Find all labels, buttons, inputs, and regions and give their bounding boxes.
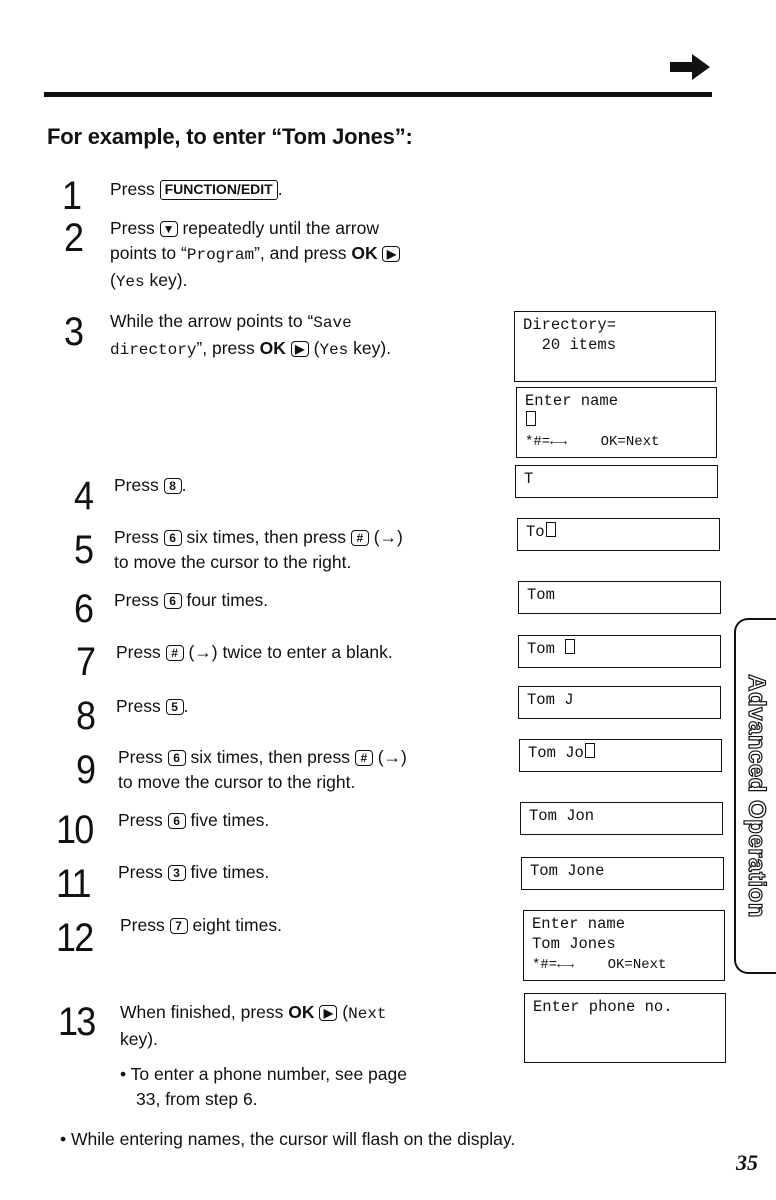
- section-heading: For example, to enter “Tom Jones”:: [47, 124, 413, 149]
- step-number: 4: [74, 474, 93, 518]
- step-4-text: Press 8 .: [114, 475, 187, 495]
- step-11-text: Press 3 five times.: [118, 862, 270, 882]
- step-7-text: Press # (→) twice to enter a blank.: [116, 642, 393, 662]
- step-number: 12: [56, 916, 93, 960]
- key-5-icon: 5: [166, 699, 184, 715]
- step-12-text: Press 7 eight times.: [120, 915, 282, 935]
- step-10-text: Press 6 five times.: [118, 810, 270, 830]
- key-hash-icon: #: [351, 530, 369, 546]
- step-3-text: While the arrow points to “Save directory”, press OK ▶ (Yes key).: [110, 311, 392, 359]
- function-edit-key: FUNCTION/EDIT: [160, 180, 278, 200]
- step-number: 1: [62, 174, 81, 218]
- cursor-icon: [585, 743, 595, 758]
- page-number: 35: [736, 1150, 758, 1175]
- step-number: 2: [64, 216, 83, 260]
- display-step-4: T: [515, 465, 718, 498]
- down-key-icon: ▼: [160, 221, 178, 237]
- key-hash-icon: #: [166, 645, 184, 661]
- display-step-8: Tom J: [518, 686, 721, 719]
- cursor-flash-note: • While entering names, the cursor will flash on the display.: [60, 1129, 516, 1149]
- display-enter-phone: Enter phone no.: [524, 993, 726, 1063]
- key-3-icon: 3: [168, 865, 186, 881]
- step-8-text: Press 5 .: [116, 696, 189, 716]
- play-key-icon: ▶: [291, 341, 309, 357]
- step-6-text: Press 6 four times.: [114, 590, 269, 610]
- step-number: 9: [76, 748, 95, 792]
- step-number: 3: [64, 310, 83, 354]
- key-8-icon: 8: [164, 478, 182, 494]
- side-tab-label: Advanced Operation: [743, 674, 770, 918]
- step-number: 6: [74, 587, 93, 631]
- key-6-icon: 6: [164, 593, 182, 609]
- cursor-icon: [565, 639, 575, 654]
- key-hash-icon: #: [355, 750, 373, 766]
- step-2-text: Press ▼ repeatedly until the arrow points to “Program”, and press OK ▶ (Yes key).: [110, 216, 460, 295]
- display-step-11: Tom Jone: [521, 857, 724, 890]
- key-6-icon: 6: [164, 530, 182, 546]
- next-page-arrow-icon: [668, 52, 712, 82]
- play-key-icon: ▶: [319, 1005, 337, 1021]
- header-rule: [44, 92, 712, 97]
- step-number: 10: [56, 808, 93, 852]
- display-name-entered: Enter name Tom Jones *#=←→ OK=Next: [523, 910, 725, 981]
- play-key-icon: ▶: [382, 246, 400, 262]
- display-step-5: To: [517, 518, 720, 551]
- step-number: 8: [76, 694, 95, 738]
- key-7-icon: 7: [170, 918, 188, 934]
- step-number: 7: [76, 640, 95, 684]
- key-6-icon: 6: [168, 813, 186, 829]
- phone-number-note: • To enter a phone number, see page 33, from step 6.: [120, 1064, 407, 1109]
- step-9-text: Press 6 six times, then press # (→) to move the cursor to the right.: [118, 747, 407, 792]
- cursor-icon: [526, 411, 536, 426]
- step-1-text: Press FUNCTION/EDIT .: [110, 179, 283, 199]
- step-number: 11: [56, 862, 90, 906]
- display-step-10: Tom Jon: [520, 802, 723, 835]
- step-5-text: Press 6 six times, then press # (→) to move the cursor to the right.: [114, 527, 403, 572]
- display-step-7: Tom: [518, 635, 721, 668]
- step-number: 13: [58, 1000, 95, 1044]
- cursor-icon: [546, 522, 556, 537]
- display-step-6: Tom: [518, 581, 721, 614]
- display-step-9: Tom Jo: [519, 739, 722, 772]
- key-6-icon: 6: [168, 750, 186, 766]
- display-directory-count: Directory= 20 items: [514, 311, 716, 382]
- display-enter-name: Enter name *#=←→ OK=Next: [516, 387, 717, 458]
- section-side-tab: [734, 618, 776, 974]
- step-number: 5: [74, 528, 93, 572]
- step-13-text: When finished, press OK ▶ (Next key).: [120, 1002, 387, 1049]
